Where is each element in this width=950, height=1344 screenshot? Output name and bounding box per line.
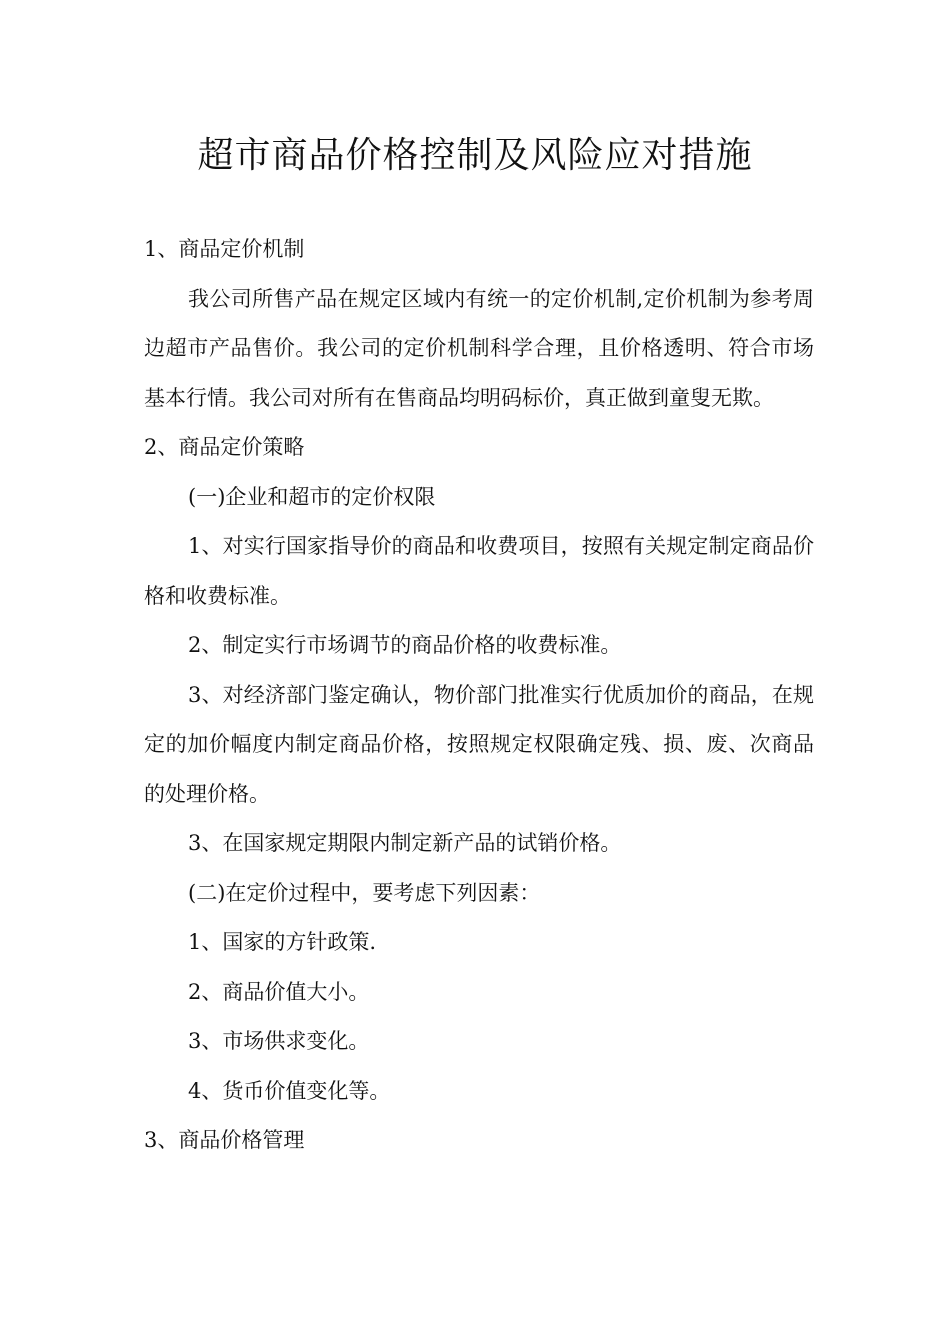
- paragraph-pricing-mechanism: 我公司所售产品在规定区域内有统一的定价机制,定价机制为参考周边超市产品售价。我公司的定价机制科学合理，且价格透明、符合市场基本行情。我公司对所有在售商品均明码标价，真正做到童叟无欺。: [144, 286, 814, 410]
- list-item-quality-markup: 3、对经济部门鉴定确认，物价部门批准实行优质加价的商品，在规定的加价幅度内制定商品价格，按照规定权限确定残、损、废、次商品的处理价格。: [144, 682, 814, 806]
- section-heading-price-management: 3、商品价格管理: [144, 1128, 305, 1152]
- subheading-pricing-authority: (一)企业和超市的定价权限: [188, 484, 436, 509]
- list-item-supply-demand: 3、市场供求变化。: [188, 1029, 370, 1053]
- list-item-national-policy: 1、国家的方针政策.: [188, 930, 377, 954]
- list-item-trial-price: 3、在国家规定期限内制定新产品的试销价格。: [188, 831, 622, 855]
- list-item-guided-price: 1、对实行国家指导价的商品和收费项目，按照有关规定制定商品价格和收费标准。: [144, 534, 814, 608]
- page-title: 超市商品价格控制及风险应对措施: [197, 135, 753, 176]
- section-heading-pricing-mechanism: 1、商品定价机制: [144, 237, 305, 261]
- subheading-pricing-factors: (二)在定价过程中，要考虑下列因素：: [188, 880, 541, 905]
- list-item-market-regulated: 2、制定实行市场调节的商品价格的收费标准。: [188, 633, 622, 657]
- document-body: [144, 225, 814, 1166]
- list-item-currency-value: 4、货币价值变化等。: [188, 1078, 391, 1103]
- section-heading-pricing-strategy: 2、商品定价策略: [144, 435, 305, 459]
- list-item-commodity-value: 2、商品价值大小。: [188, 979, 370, 1004]
